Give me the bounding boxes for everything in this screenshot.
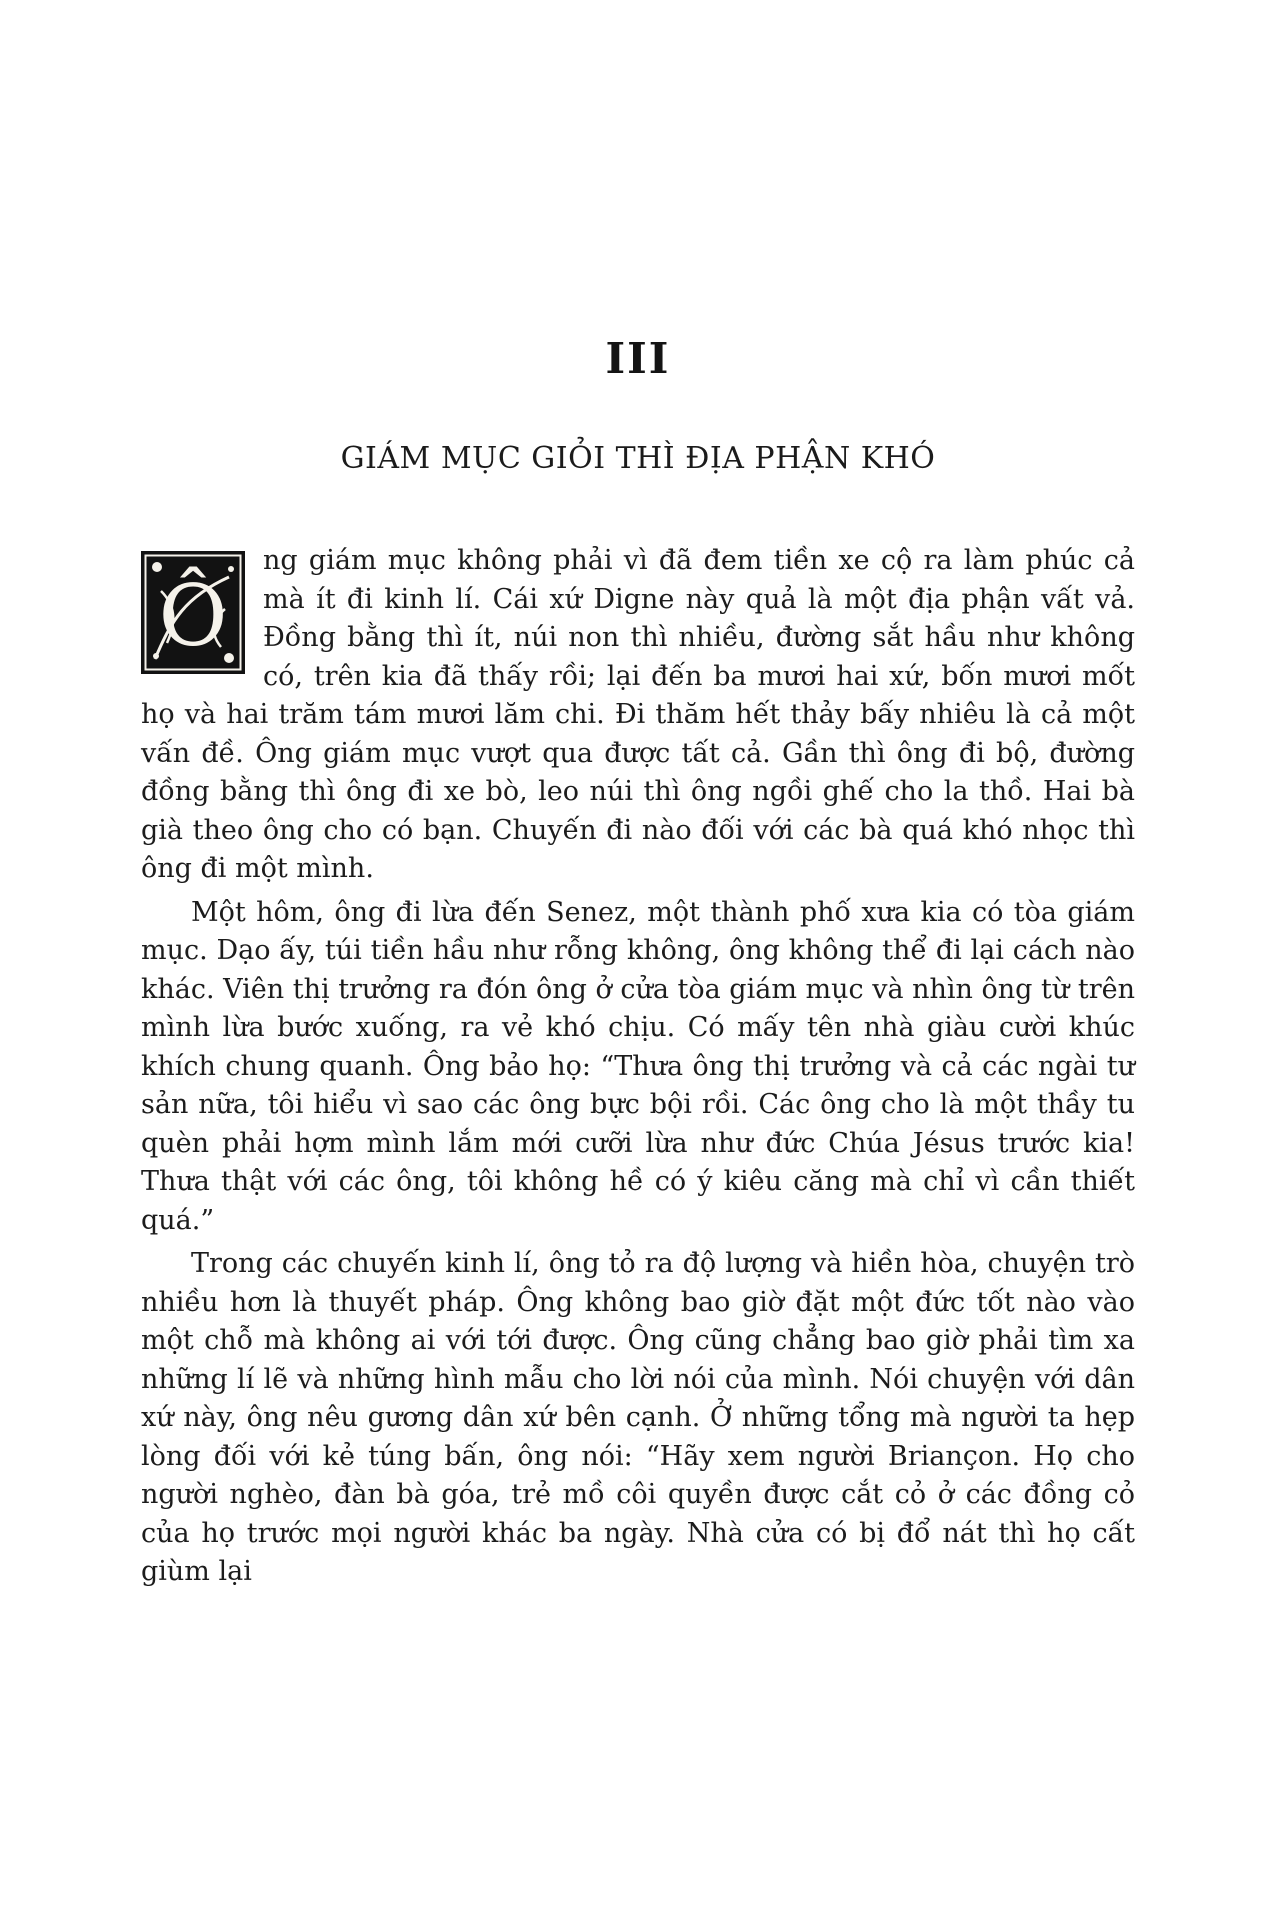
paragraph-1	[141, 542, 1135, 889]
chapter-number: III	[605, 334, 671, 383]
paragraph-2: Một hôm, ông đi lừa đến Senez, một thành phố xưa kia có tòa giám mục. Dạo ấy, túi tiền hầu như rỗng không, ông không thể đi lại cách nào khác. Viên thị trưởng ra đón ông ở cửa tòa giám mục và nhìn ông từ trên mình lừa bước xuống, ra vẻ khó chịu. Có mấy tên nhà giàu cười khúc khích chung quanh. Ông bảo họ: “Thưa ông thị trưởng và cả các ngài tư sản nữa, tôi hiểu vì sao các ông bực bội rồi. Các ông cho là một thầy tu quèn phải hợm mình lắm mới cưỡi lừa như đức Chúa Jésus trước kia! Thưa thật với các ông, tôi không hề có ý kiêu căng mà chỉ vì cần thiết quá.”	[141, 896, 1135, 1236]
drop-cap-ornament-icon	[141, 551, 245, 674]
paragraph-1-text: ng giám mục không phải vì đã đem tiền xe cộ ra làm phúc cả mà ít đi kinh lí. Cái xứ Digne này quả là một địa phận vất vả. Đồng bằng thì ít, núi non thì nhiều, đường sắt hầu như không có, trên kia đã thấy rồi; lại đến ba mươi hai xứ, bốn mươi mốt họ và hai trăm tám mươi lăm chi. Đi thăm hết thảy bấy nhiêu là cả một vấn đề. Ông giám mục vượt qua được tất cả. Gần thì ông đi bộ, đường đồng bằng thì ông đi xe bò, leo núi thì ông ngồi ghế cho la thồ. Hai bà già theo ông cho có bạn. Chuyến đi nào đối với các bà quá khó nhọc thì ông đi một mình.	[141, 545, 1135, 884]
drop-cap-letter: Ô	[158, 567, 228, 665]
chapter-title: GIÁM MỤC GIỎI THÌ ĐỊA PHẬN KHÓ	[340, 441, 936, 476]
body-text	[141, 542, 1135, 1592]
paragraph-3: Trong các chuyến kinh lí, ông tỏ ra độ lượng và hiền hòa, chuyện trò nhiều hơn là thuyết pháp. Ông không bao giờ đặt một đức tốt nào vào một chỗ mà không ai với tới được. Ông cũng chẳng bao giờ phải tìm xa những lí lẽ và những hình mẫu cho lời nói của mình. Nói chuyện với dân xứ này, ông nêu gương dân xứ bên cạnh. Ở những tổng mà người ta hẹp lòng đối với kẻ túng bấn, ông nói: “Hãy xem người Briançon. Họ cho người nghèo, đàn bà góa, trẻ mồ côi quyền được cắt cỏ ở các đồng cỏ của họ trước mọi người khác ba ngày. Nhà cửa có bị đổ nát thì họ cất giùm lại	[141, 1248, 1135, 1587]
